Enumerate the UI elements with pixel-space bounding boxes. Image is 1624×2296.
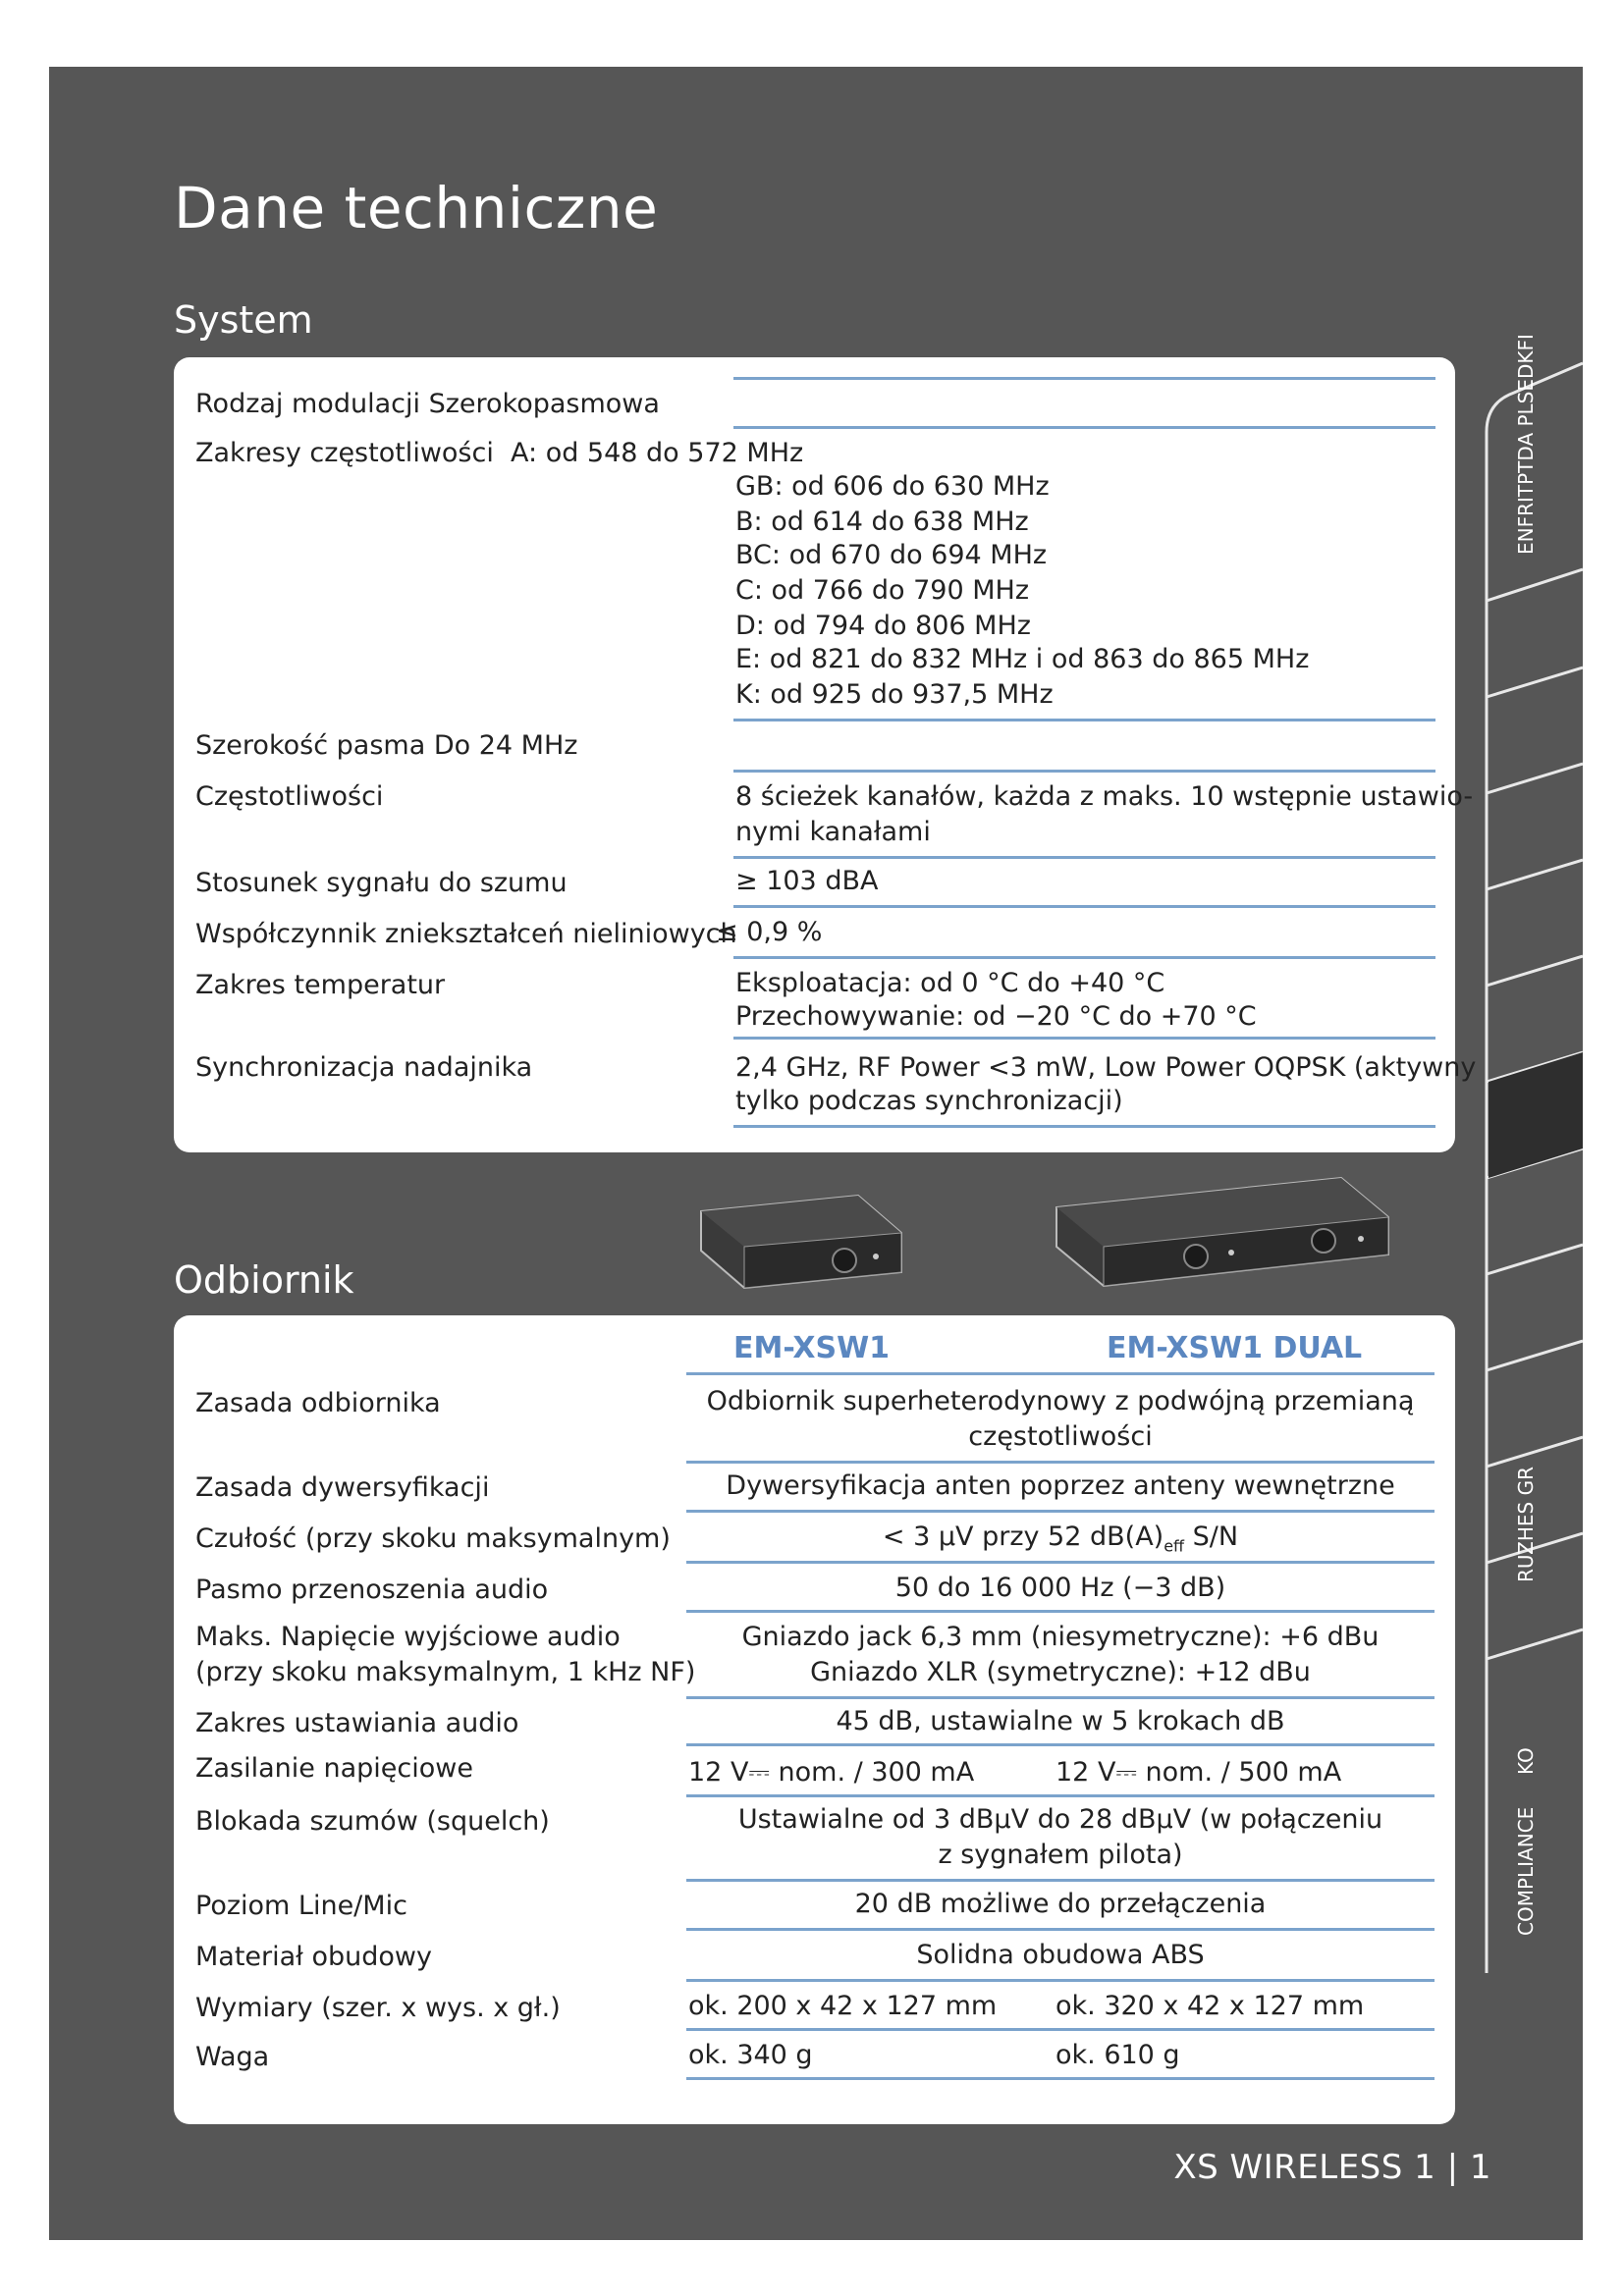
receiver-panel <box>174 1315 1455 2124</box>
divider <box>686 1696 1435 1699</box>
language-tab-compliance[interactable]: COMPLIANCE <box>1514 1806 1538 1936</box>
divider <box>686 2028 1435 2031</box>
divider <box>733 956 1435 959</box>
spec-value: ≥ 103 dBA <box>735 866 879 896</box>
divider <box>733 377 1435 380</box>
spec-value: E: od 821 do 832 MHz i od 863 do 865 MHz <box>735 644 1310 674</box>
spec-label: Waga <box>195 2042 270 2072</box>
column-head-em-xsw1-dual: EM-XSW1 DUAL <box>1107 1331 1363 1365</box>
divider <box>686 1510 1435 1513</box>
spec-value: częstotliwości <box>968 1421 1153 1452</box>
divider <box>733 905 1435 908</box>
spec-value: 50 do 16 000 Hz (−3 dB) <box>894 1573 1226 1603</box>
divider <box>686 1461 1435 1464</box>
spec-label: Synchronizacja nadajnika <box>195 1052 533 1083</box>
divider <box>733 426 1435 429</box>
spec-value: C: od 766 do 790 MHz <box>735 575 1030 606</box>
spec-value: K: od 925 do 937,5 MHz <box>735 679 1054 710</box>
spec-value-em-xsw1-dual: ok. 320 x 42 x 127 mm <box>1056 1991 1365 2021</box>
em-xsw1-dual-device-image <box>1049 1170 1394 1290</box>
language-tab-strip <box>1485 324 1583 1993</box>
divider <box>686 1979 1435 1982</box>
spec-label: Czułość (przy skoku maksymalnym) <box>195 1523 671 1554</box>
spec-value: B: od 614 do 638 MHz <box>735 507 1029 537</box>
spec-label: Rodzaj modulacji Szerokopasmowa <box>195 389 660 419</box>
divider <box>733 719 1435 721</box>
spec-value: GB: od 606 do 630 MHz <box>735 471 1050 502</box>
spec-value: Przechowywanie: od −20 °C do +70 °C <box>735 1001 1257 1032</box>
spec-value: nymi kanałami <box>735 817 931 847</box>
spec-value: z sygnałem pilota) <box>938 1840 1183 1870</box>
spec-label: Częstotliwości <box>195 781 384 812</box>
spec-value: < 3 μV przy 52 $dB(A)_{eff}$ S/N <box>882 1522 1239 1556</box>
receiver-heading: Odbiornik <box>174 1258 354 1302</box>
spec-label: (przy skoku maksymalnym, 1 kHz NF) <box>195 1657 696 1687</box>
divider <box>686 1794 1435 1797</box>
page-title: Dane techniczne <box>174 175 659 241</box>
spec-label: Maks. Napięcie wyjściowe audio <box>195 1622 621 1652</box>
spec-label: Poziom Line/Mic <box>195 1891 407 1921</box>
divider <box>686 1928 1435 1931</box>
divider <box>686 1561 1435 1564</box>
active-language-tab[interactable] <box>1489 1052 1583 1178</box>
spec-value: Ustawialne od 3 dBμV do 28 dBμV (w połączeniu <box>737 1804 1383 1835</box>
spec-value: Gniazdo jack 6,3 mm (niesymetryczne): +6 dBu <box>741 1622 1380 1652</box>
spec-label: Wymiary (szer. x wys. x gł.) <box>195 1993 561 2023</box>
divider <box>733 856 1435 859</box>
spec-label: Zasada dywersyfikacji <box>195 1472 490 1503</box>
spec-value: tylko podczas synchronizacji) <box>735 1086 1123 1116</box>
spec-label: Zasilanie napięciowe <box>195 1753 473 1784</box>
spec-label: Pasmo przenoszenia audio <box>195 1575 549 1605</box>
spec-value-em-xsw1-dual: ok. 610 g <box>1056 2040 1180 2070</box>
spec-value-em-xsw1: 12 V⎓ nom. / 300 mA <box>688 1757 975 1788</box>
spec-value: Odbiornik superheterodynowy z podwójną przemianą <box>706 1386 1415 1416</box>
column-head-em-xsw1: EM-XSW1 <box>733 1331 891 1365</box>
spec-label: Zasada odbiornika <box>195 1388 441 1418</box>
language-tab-ko[interactable]: KO <box>1514 1747 1538 1775</box>
spec-label: Zakresy częstotliwości A: od 548 do 572 MHz <box>195 438 804 468</box>
divider <box>686 2077 1435 2080</box>
spec-label: Materiał obudowy <box>195 1942 432 1972</box>
spec-label: Szerokość pasma Do 24 MHz <box>195 730 578 761</box>
spec-value: Gniazdo XLR (symetryczne): +12 dBu <box>810 1657 1311 1687</box>
spec-label: Stosunek sygnału do szumu <box>195 868 568 898</box>
spec-label: Zakres temperatur <box>195 970 446 1000</box>
spec-label: Zakres ustawiania audio <box>195 1708 519 1738</box>
spec-value-em-xsw1: ok. 340 g <box>688 2040 813 2070</box>
divider <box>733 770 1435 773</box>
spec-label: Współczynnik zniekształceń nieliniowych <box>195 919 737 949</box>
language-tabs-label[interactable]: ENFRITPTDA PLSEDKFI <box>1514 334 1538 555</box>
spec-value: 8 ścieżek kanałów, każda z maks. 10 wstępnie ustawio- <box>735 781 1474 812</box>
spec-value: 20 dB możliwe do przełączenia <box>854 1889 1267 1919</box>
spec-value: 45 dB, ustawialne w 5 krokach dB <box>836 1706 1285 1736</box>
spec-value: ≤ 0,9 % <box>716 917 823 947</box>
divider <box>686 1610 1435 1613</box>
spec-value: Eksploatacja: od 0 °C do +40 °C <box>735 968 1165 998</box>
divider <box>733 1125 1435 1128</box>
em-xsw1-device-image <box>691 1190 907 1292</box>
divider <box>686 1743 1435 1746</box>
divider <box>733 1037 1435 1040</box>
page-footer: XS WIRELESS 1 | 1 <box>1173 2148 1491 2187</box>
system-panel <box>174 357 1477 1152</box>
divider <box>686 1879 1435 1882</box>
spec-value: 2,4 GHz, RF Power <3 mW, Low Power OQPSK (aktywny <box>735 1052 1477 1083</box>
language-tabs-label[interactable]: RUZHES GR <box>1514 1466 1538 1582</box>
system-heading: System <box>174 298 313 342</box>
spec-label: Blokada szumów (squelch) <box>195 1806 550 1837</box>
divider <box>686 1372 1435 1375</box>
spec-value: BC: od 670 do 694 MHz <box>735 540 1048 570</box>
spec-value-em-xsw1-dual: 12 V⎓ nom. / 500 mA <box>1056 1757 1342 1788</box>
spec-value: D: od 794 do 806 MHz <box>735 611 1031 641</box>
spec-value: Dywersyfikacja anten poprzez anteny wewnętrzne <box>726 1470 1395 1501</box>
spec-value: Solidna obudowa ABS <box>916 1940 1205 1970</box>
spec-value-em-xsw1: ok. 200 x 42 x 127 mm <box>688 1991 998 2021</box>
